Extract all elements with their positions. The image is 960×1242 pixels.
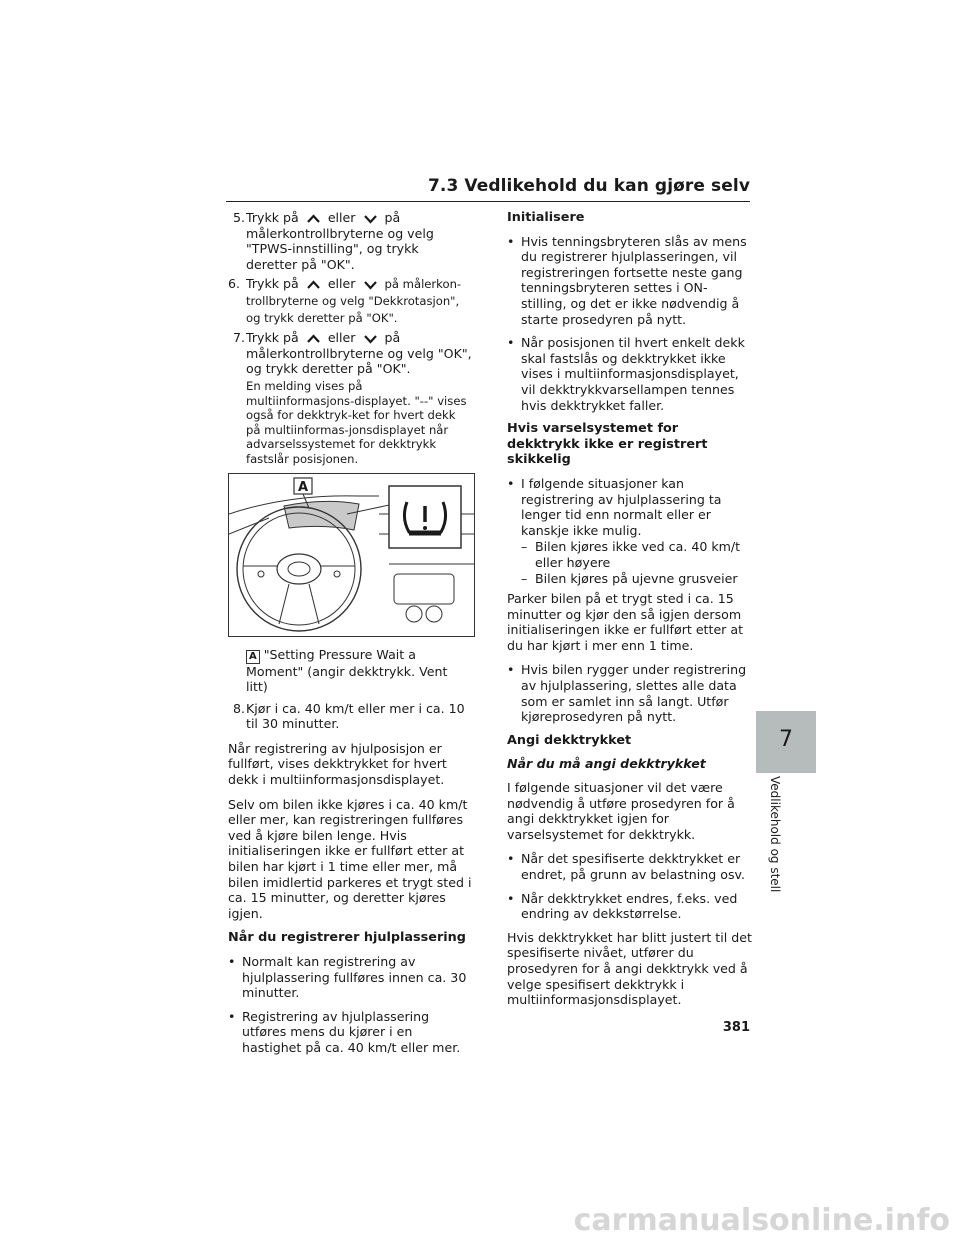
step-6: 6. Trykk på eller på målerkon-trollbryterne og velg "Dekkrotasjon", og trykk deretter på "OK". xyxy=(228,276,462,325)
paragraph: Når registrering av hjulposisjon er fullført, vises dekktrykket for hvert dekk i multiinformasjonsdisplayet. xyxy=(228,740,447,788)
list-item: • Når posisjonen til hvert enkelt dekk skal fastslås og dekktrykket ikke vises i multiinformasjonsdisplayet, vil dekktrykkvarsellampen tennes hvis dekktrykket faller. xyxy=(507,335,745,413)
dash-item: – Bilen kjøres ikke ved ca. 40 km/t eller høyere xyxy=(521,539,741,570)
list-item: • Registrering av hjulplassering utføres mens du kjører i en hastighet på ca. 40 km/t eller mer. xyxy=(228,1008,461,1055)
chapter-number: 7 xyxy=(779,727,793,752)
list-item: • Når det spesifiserte dekktrykket er endret, på grunn av belastning osv. xyxy=(507,851,745,882)
figure-caption: A "Setting Pressure Wait a Moment" (angir dekktrykk. Vent litt) xyxy=(246,646,448,695)
list-item: • Hvis bilen rygger under registrering av hjulplassering, slettes alle data som er samlet inn så langt. Utfør kjøreprosedyren på nytt. xyxy=(507,662,747,725)
chevron-down-icon xyxy=(362,333,379,344)
list-item: • Når dekktrykket endres, f.eks. ved endring av dekkstørrelse. xyxy=(507,890,738,922)
paragraph: Hvis dekktrykket har blitt justert til det spesifiserte nivået, utfører du prosedyren for å angi dekktrykk ved å velge spesifisert dekktrykk i multiinformasjonsdisplayet. xyxy=(507,929,752,1008)
paragraph: I følgende situasjoner vil det være nødvendig å utføre prosedyren for å angi dekktrykket igjen for varselsystemet for dekktrykk. xyxy=(507,780,735,842)
list-item: • Normalt kan registrering av hjulplassering fullføres innen ca. 30 minutter. xyxy=(228,954,467,1001)
subheading: Hvis varselsystemet for dekktrykk ikke er registrert skikkelig xyxy=(507,421,708,468)
step-7-note: En melding vises på multiinformasjons-displayet. "--" vises også for dekktryk-ket for hvert dekk på multiinformas-jonsdisplayet når advarselssystemet for dekktrykk fastslår posisjonen. xyxy=(246,378,467,466)
list-item: • I følgende situasjoner kan registrering av hjulplassering ta lenger tid enn normalt eller er kanskje ikke mulig. – Bilen kjøres ikke ved ca. 40 km/t eller høyere – Bilen kjøres på ujevne grusveier xyxy=(507,476,752,587)
chevron-down-icon xyxy=(362,279,379,290)
right-column xyxy=(507,210,752,1017)
figure-label-a: A xyxy=(297,479,309,495)
page-number: 381 xyxy=(722,1020,750,1035)
header-divider xyxy=(226,201,750,202)
watermark: carmanualsonline.info xyxy=(573,1203,950,1238)
step-8: 8. Kjør i ca. 40 km/t eller mer i ca. 10 til 30 minutter. xyxy=(233,700,465,732)
step-5: 5. Trykk på eller på målerkontrollbryterne og velg "TPWS-innstilling", og trykk deretter på "OK". xyxy=(233,210,434,272)
subheading: Initialisere xyxy=(507,210,585,225)
left-column xyxy=(228,210,473,1064)
dash-item: – Bilen kjøres på ujevne grusveier xyxy=(521,571,738,587)
chevron-up-icon xyxy=(305,213,322,224)
chevron-up-icon xyxy=(305,333,322,344)
subheading: Angi dekktrykket xyxy=(507,732,632,748)
subheading: Når du registrerer hjulplassering xyxy=(228,930,466,946)
steering-wheel-illustration xyxy=(228,473,475,637)
chevron-down-icon xyxy=(362,213,379,224)
dashboard-drawing xyxy=(229,474,474,636)
italic-subheading: Når du må angi dekktrykket xyxy=(507,756,706,772)
section-title: 7.3 Vedlikehold du kan gjøre selv xyxy=(427,176,750,196)
list-item: • Hvis tenningsbryteren slås av mens du registrerer hjulplasseringen, vil registreringen fortsette neste gang tenningsbryteren settes i ON-stilling, og det er ikke nødvendig å starte prosedyren på nytt. xyxy=(507,233,747,327)
caption-label-a: A xyxy=(246,650,260,664)
chevron-up-icon xyxy=(305,279,322,290)
chapter-side-label: Vedlikehold og stell xyxy=(768,776,782,893)
paragraph: Selv om bilen ikke kjøres i ca. 40 km/t eller mer, kan registreringen fullføres ved å kjøre bilen lenge. Hvis initialiseringen ikke er fullført etter at bilen har kjørt i 1 time eller mer, må bilen imidlertid parkeres et trygt sted i ca. 15 minutter, og deretter kjøres igjen. xyxy=(228,796,472,921)
chapter-tab xyxy=(756,711,816,773)
step-7: 7. Trykk på eller på målerkontrollbryterne og velg "OK", og trykk deretter på "OK". En melding vises på multiinformasjons-displayet. "--" vises også for dekktryk-ket for hvert dekk på multiinformas-jonsdisplayet når advarselssystemet for dekktrykk fastslår posisjonen. xyxy=(233,330,472,466)
paragraph: Parker bilen på et trygt sted i ca. 15 minutter og kjør den så igjen dersom initialiseringen ikke er fullført etter at du har kjørt i mer enn 1 time. xyxy=(507,591,744,653)
